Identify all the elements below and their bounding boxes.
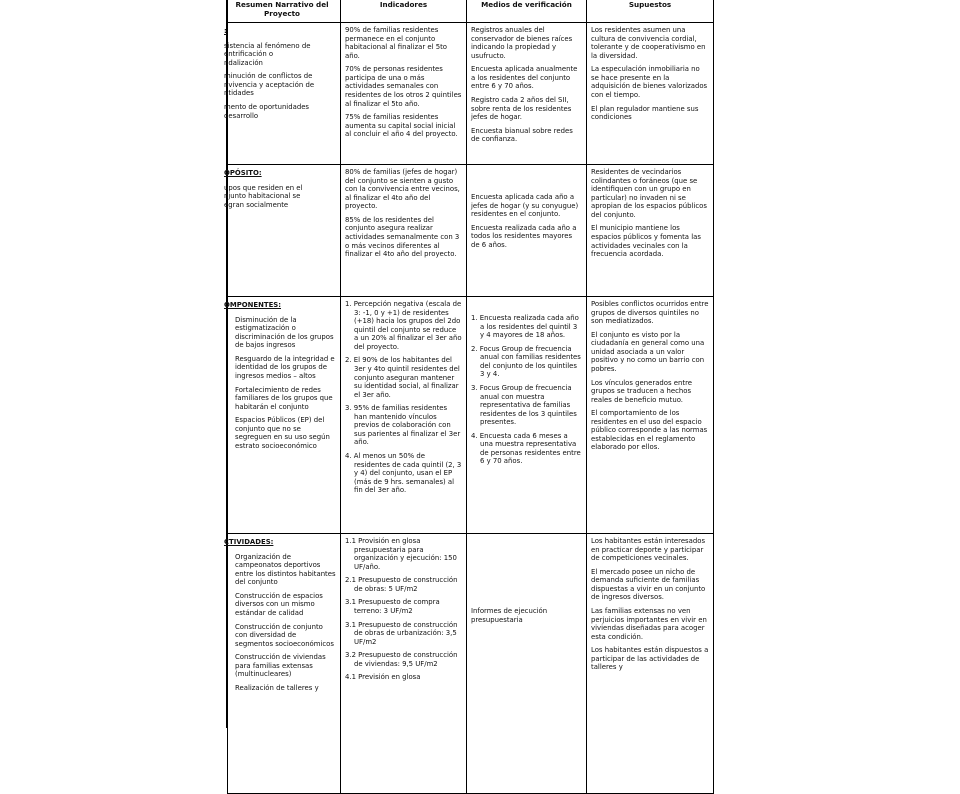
narrative-item: Espacios Públicos (EP) del conjunto que no se segreguen en su uso según estrato socioeconómico bbox=[235, 416, 330, 450]
section-heading: OPÓSITO: bbox=[224, 169, 262, 177]
assumptions-cell bbox=[587, 297, 714, 534]
assumption-item: Las familias extensas no ven perjuicios importantes en vivir en viviendas diseñadas para acoger esta condición. bbox=[591, 606, 707, 641]
means-item: 3. Focus Group de frecuencia anual con muestra representativa de familias residentes de los 3 quintiles presentes. bbox=[471, 383, 577, 427]
header-narrative: Resumen Narrativo del Proyecto bbox=[228, 0, 341, 23]
section-heading: OMPONENTES: bbox=[224, 301, 281, 309]
indicator-item: 3.2 Presupuesto de construcción de viviendas: 9,5 UF/m2 bbox=[345, 651, 458, 668]
indicator-item: 3. 95% de familias residentes han mantenido vínculos previos de colaboración con sus parientes al finalizar el 3er año. bbox=[345, 404, 461, 447]
logframe-table bbox=[224, 0, 714, 794]
indicator-item: 2.1 Presupuesto de construcción de obras: 5 UF/m2 bbox=[345, 576, 458, 593]
means-item: Informes de ejecución presupuestaria bbox=[471, 607, 548, 624]
table-row bbox=[228, 23, 714, 165]
means-cell bbox=[467, 165, 587, 297]
header-assumptions: Supuestos bbox=[587, 0, 714, 23]
assumption-item: El municipio mantiene los espacios públicos y fomenta las actividades vecinales con la frecuencia acordada. bbox=[591, 224, 701, 259]
narrative-item: Construcción de espacios diversos con un mismo estándar de calidad bbox=[235, 591, 323, 617]
assumption-item: Los habitantes están interesados en practicar deporte y participar de competiciones vecinales. bbox=[591, 537, 706, 563]
table-header-row bbox=[228, 0, 714, 23]
indicator-item: 70% de personas residentes participa de una o más actividades semanales con residentes de los otros 2 quintiles al finalizar el 5to año. bbox=[345, 65, 462, 108]
narrative-cell bbox=[224, 165, 341, 297]
section-heading: CTIVIDADES: bbox=[224, 538, 274, 546]
narrative-item: Organización de campeonatos deportivos entre los distintos habitantes del conjunto bbox=[235, 552, 336, 587]
means-cell bbox=[467, 534, 587, 794]
indicators-cell bbox=[341, 23, 467, 165]
indicator-item: 4.1 Previsión en glosa bbox=[345, 673, 421, 682]
means-cell bbox=[467, 23, 587, 165]
narrative-item: minución de conflictos de nvivencia y aceptación de ntidades bbox=[224, 72, 315, 98]
assumption-item: Los vínculos generados entre grupos se traducen a hechos reales de beneficio mutuo. bbox=[591, 378, 693, 404]
narrative-item: Disminución de la estigmatización o discriminación de los grupos de bajos ingresos bbox=[235, 315, 334, 350]
means-item: Registro cada 2 años del SII, sobre renta de los residentes jefes de hogar. bbox=[471, 95, 572, 122]
narrative-item: Construcción de conjunto con diversidad de segmentos socioeconómicos bbox=[235, 622, 334, 648]
assumption-item: El plan regulador mantiene sus condiciones bbox=[591, 104, 699, 122]
indicator-item: 1. Percepción negativa (escala de 3: -1, 0 y +1) de residentes (+18) hacia los grupos del 2do quintil del conjunto se reduce a un 20% al finalizar el 3er año del proyecto. bbox=[345, 300, 462, 351]
narrative-item: mento de oportunidades desarrollo bbox=[224, 102, 310, 120]
narrative-item: Realización de talleres y bbox=[235, 683, 319, 692]
means-cell bbox=[467, 297, 587, 534]
indicators-cell bbox=[341, 297, 467, 534]
indicator-item: 1.1 Provisión en glosa presupuestaria para organización y ejecución: 150 UF/año. bbox=[345, 537, 457, 571]
means-item: 1. Encuesta realizada cada año a los residentes del quintil 3 y 4 mayores de 18 años. bbox=[471, 314, 579, 340]
assumption-item: Posibles conflictos ocurridos entre grupos de diversos quintiles no son mediatizados. bbox=[591, 300, 709, 326]
narrative-item: Resguardo de la integridad e identidad de los grupos de ingresos medios – altos bbox=[235, 354, 335, 380]
logframe-table-frame bbox=[226, 0, 714, 728]
assumptions-cell bbox=[587, 165, 714, 297]
table-row bbox=[228, 534, 714, 794]
indicators-cell bbox=[341, 534, 467, 794]
table-row bbox=[228, 165, 714, 297]
narrative-item: upos que residen en el njunto habitacional se egran socialmente bbox=[224, 183, 303, 209]
assumption-item: El conjunto es visto por la ciudadanía en general como una unidad asociada a un valor positivo y no como un barrio con pobres. bbox=[591, 330, 705, 373]
table-row bbox=[228, 297, 714, 534]
assumption-item: Los habitantes están dispuestos a participar de las actividades de talleres y bbox=[591, 646, 709, 672]
assumptions-cell bbox=[587, 534, 714, 794]
assumption-item: El comportamiento de los residentes en el uso del espacio público corresponde a las normas establecidas en el reglamento elaborado por ellos. bbox=[591, 409, 708, 452]
assumptions-cell bbox=[587, 23, 714, 165]
assumption-item: Residentes de vecindarios colindantes o foráneos (que se identifiquen con un grupo en particular) no invaden ni se apropian de los espacios públicos del conjunto. bbox=[591, 168, 707, 219]
indicators-cell bbox=[341, 165, 467, 297]
means-item: 4. Encuesta cada 6 meses a una muestra representativa de personas residentes entre 6 y 70 años. bbox=[471, 431, 581, 466]
indicator-item: 80% de familias (jefes de hogar) del conjunto se sienten a gusto con la convivencia entre vecinos, al finalizar el 4to año del proyecto. bbox=[345, 168, 460, 211]
indicator-item: 3.1 Presupuesto de construcción de obras de urbanización: 3,5 UF/m2 bbox=[345, 620, 458, 646]
header-indicators: Indicadores bbox=[341, 0, 467, 23]
narrative-cell bbox=[224, 297, 341, 534]
narrative-cell bbox=[224, 534, 341, 794]
narrative-cell bbox=[224, 23, 341, 165]
indicator-item: 2. El 90% de los habitantes del 3er y 4to quintil residentes del conjunto aseguran mantener su identidad social, al finalizar el 3er año. bbox=[345, 356, 460, 399]
section-heading: : bbox=[224, 27, 227, 35]
assumption-item: El mercado posee un nicho de demanda suficiente de familias dispuestas a vivir en un conjunto de ingresos diversos. bbox=[591, 567, 706, 602]
indicator-item: 75% de familias residentes aumenta su capital social inicial al concluir el año 4 del proyecto. bbox=[345, 113, 458, 139]
indicator-item: 3.1 Presupuesto de compra terreno: 3 UF/m2 bbox=[345, 598, 440, 615]
narrative-item: sistencia al fenómeno de entrificación o ndalización bbox=[224, 41, 311, 67]
assumption-item: Los residentes asumen una cultura de convivencia cordial, tolerante y de cooperativismo en la diversidad. bbox=[591, 26, 706, 60]
indicator-item: 85% de los residentes del conjunto asegura realizar actividades semanalmente con 3 o más vecinos diferentes al finalizar el 4to año del proyecto. bbox=[345, 215, 460, 259]
header-means: Medios de verificación bbox=[467, 0, 587, 23]
narrative-item: Construcción de viviendas para familias extensas (multinucleares) bbox=[235, 653, 326, 679]
narrative-item: Fortalecimiento de redes familiares de los grupos que habitarán el conjunto bbox=[235, 385, 333, 411]
means-item: 2. Focus Group de frecuencia anual con familias residentes del conjunto de los quintiles 3 y 4. bbox=[471, 344, 581, 379]
indicator-item: 4. Al menos un 50% de residentes de cada quintil (2, 3 y 4) del conjunto, usan el EP (más de 9 hrs. semanales) al fin del 3er año. bbox=[345, 452, 462, 495]
assumption-item: La especulación inmobiliaria no se hace presente en la adquisición de bienes valorizados con el tiempo. bbox=[591, 65, 708, 99]
means-item: Encuesta aplicada anualmente a los residentes del conjunto entre 6 y 70 años. bbox=[471, 65, 578, 91]
means-item: Encuesta bianual sobre redes de confianza. bbox=[471, 126, 573, 144]
means-item: Encuesta realizada cada año a todos los residentes mayores de 6 años. bbox=[471, 223, 577, 249]
means-item: Registros anuales del conservador de bienes raíces indicando la propiedad y usufructo. bbox=[471, 26, 573, 60]
indicator-item: 90% de familias residentes permanece en el conjunto habitacional al finalizar el 5to año. bbox=[345, 26, 448, 60]
means-item: Encuesta aplicada cada año a jefes de hogar (y su conyugue) residentes en el conjunto. bbox=[471, 193, 579, 219]
